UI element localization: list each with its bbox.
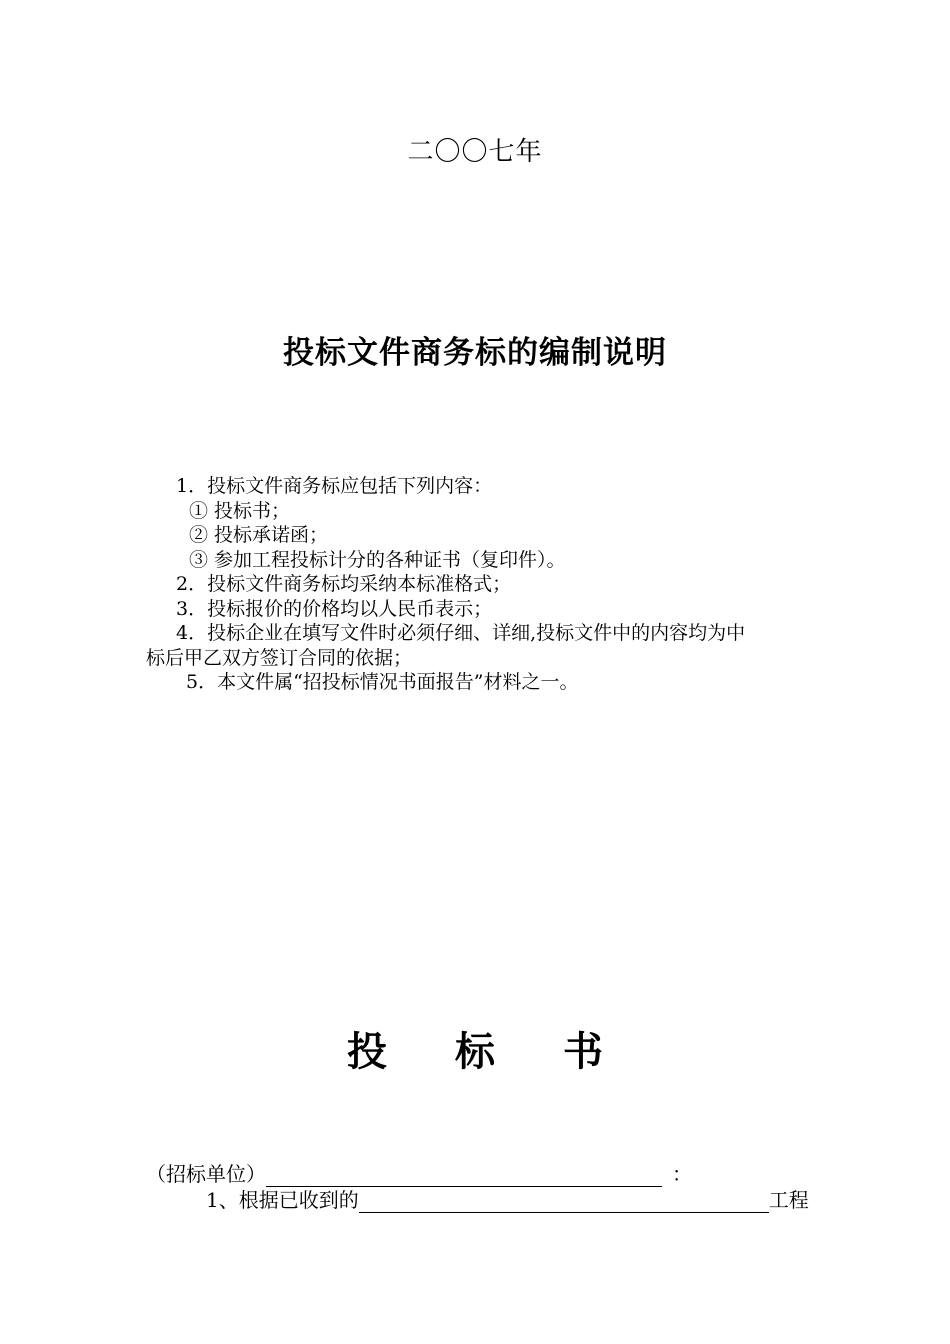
instruction-line: 3．投标报价的价格均以人民币表示； [176,597,493,620]
instruction-line: 5．本文件属“招投标情况书面报告”材料之一。 [186,671,579,693]
instructions-title: 投标文件商务标的编制说明 [283,335,667,371]
instruction-line: 4．投标企业在填写文件时必须仔细、详细,投标文件中的内容均为中 [176,622,746,644]
instruction-line: 2．投标文件商务标均采纳本标准格式； [176,573,512,595]
instruction-line: 标后甲乙双方签订合同的依据； [146,646,413,669]
project-name-blank-field[interactable] [359,1190,769,1213]
instruction-line: ① 投标书； [189,499,291,522]
item1-suffix: 工程 [768,1188,809,1212]
recipient-line [146,1161,692,1187]
bid-form-title [0,1020,950,1077]
instruction-line: 1．投标文件商务标应包括下列内容： [176,475,493,497]
item1-prefix: 1、根据已收到的 [206,1188,359,1212]
bid-title-char: 投 [347,1029,387,1075]
item1-line [206,1187,809,1213]
instruction-line: ③ 参加工程投标计分的各种证书（复印件）。 [189,548,566,571]
instruction-line: ② 投标承诺函； [189,524,329,546]
cover-year: 二〇〇七年 [407,137,543,167]
instructions-list [146,474,858,695]
recipient-colon: ： [672,1162,692,1186]
bid-title-char: 标 [455,1029,495,1075]
recipient-blank-field[interactable] [266,1164,662,1187]
bid-title-char: 书 [563,1029,603,1075]
recipient-label: （招标单位） [146,1162,266,1186]
